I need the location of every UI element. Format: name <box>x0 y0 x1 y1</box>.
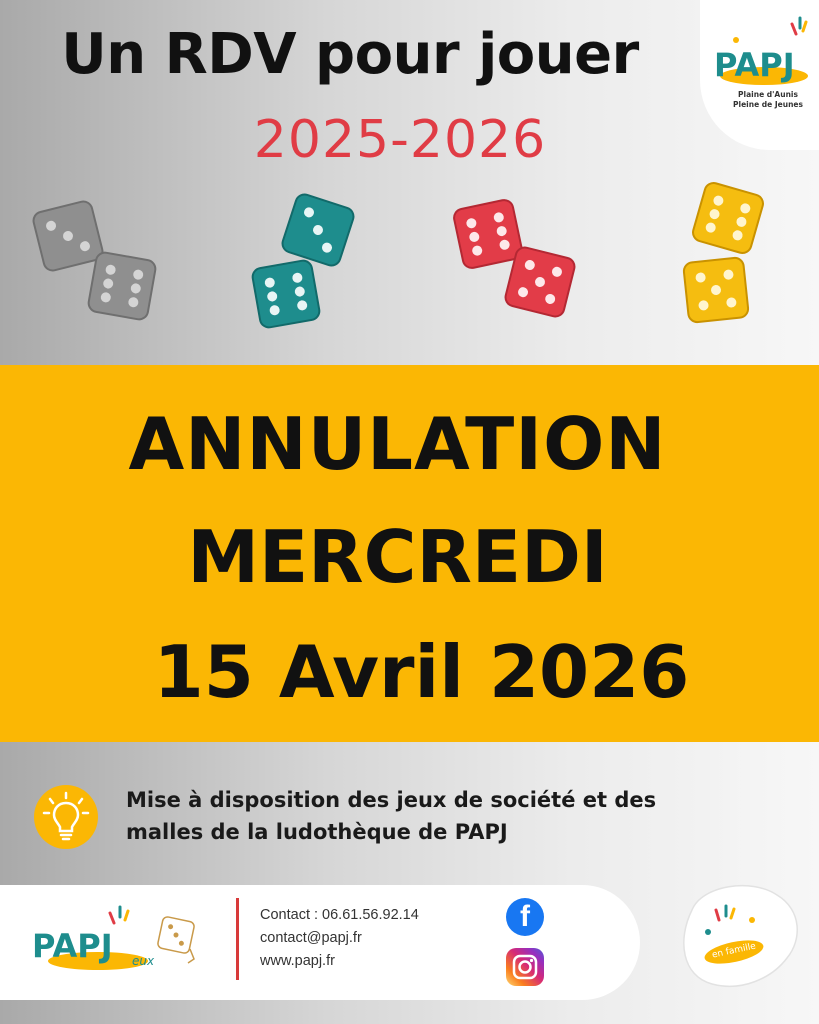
grey-die-1 <box>32 200 105 273</box>
instagram-icon[interactable] <box>506 948 544 986</box>
facebook-icon[interactable]: f <box>506 898 544 936</box>
banner-line-1: ANNULATION <box>128 402 667 486</box>
teal-die-2 <box>251 259 321 329</box>
footer-divider <box>236 898 239 980</box>
papj-logo <box>700 0 819 150</box>
lightbulb-icon <box>34 785 98 849</box>
poster-title: Un RDV pour jouer <box>61 22 639 87</box>
cancellation-banner <box>0 365 819 742</box>
footer-logo-suffix: eux <box>132 954 155 968</box>
teal-die-1 <box>280 192 356 268</box>
banner-line-3: 15 Avril 2026 <box>153 630 690 714</box>
contact-phone: Contact : 06.61.56.92.14 <box>260 907 419 923</box>
papj-logo-mark <box>700 0 819 150</box>
contact-website[interactable]: www.papj.fr <box>260 953 335 969</box>
yellow-die-2 <box>683 257 749 323</box>
red-die-2 <box>504 246 577 319</box>
en-famille-badge <box>672 880 807 1004</box>
logo-tagline-2: Pleine de Jeunes <box>733 100 803 109</box>
papj-jeux-logo <box>28 905 218 989</box>
papj-logo-text: PAPJ <box>714 46 795 84</box>
footer-logo-brand: PAPJ <box>32 927 113 965</box>
grey-die-2 <box>87 251 157 321</box>
season-years: 2025-2026 <box>253 110 547 170</box>
yellow-die-1 <box>691 181 765 255</box>
banner-line-2: MERCREDI <box>187 515 608 599</box>
red-die-1 <box>452 198 523 269</box>
contact-email[interactable]: contact@papj.fr <box>260 930 362 946</box>
info-text-line-2: malles de la ludothèque de PAPJ <box>126 820 508 844</box>
logo-tagline-1: Plaine d'Aunis <box>738 90 798 99</box>
en-famille-label: en famille <box>711 941 757 961</box>
info-text-line-1: Mise à disposition des jeux de société et des <box>126 788 657 812</box>
dice-illustration <box>0 180 819 350</box>
